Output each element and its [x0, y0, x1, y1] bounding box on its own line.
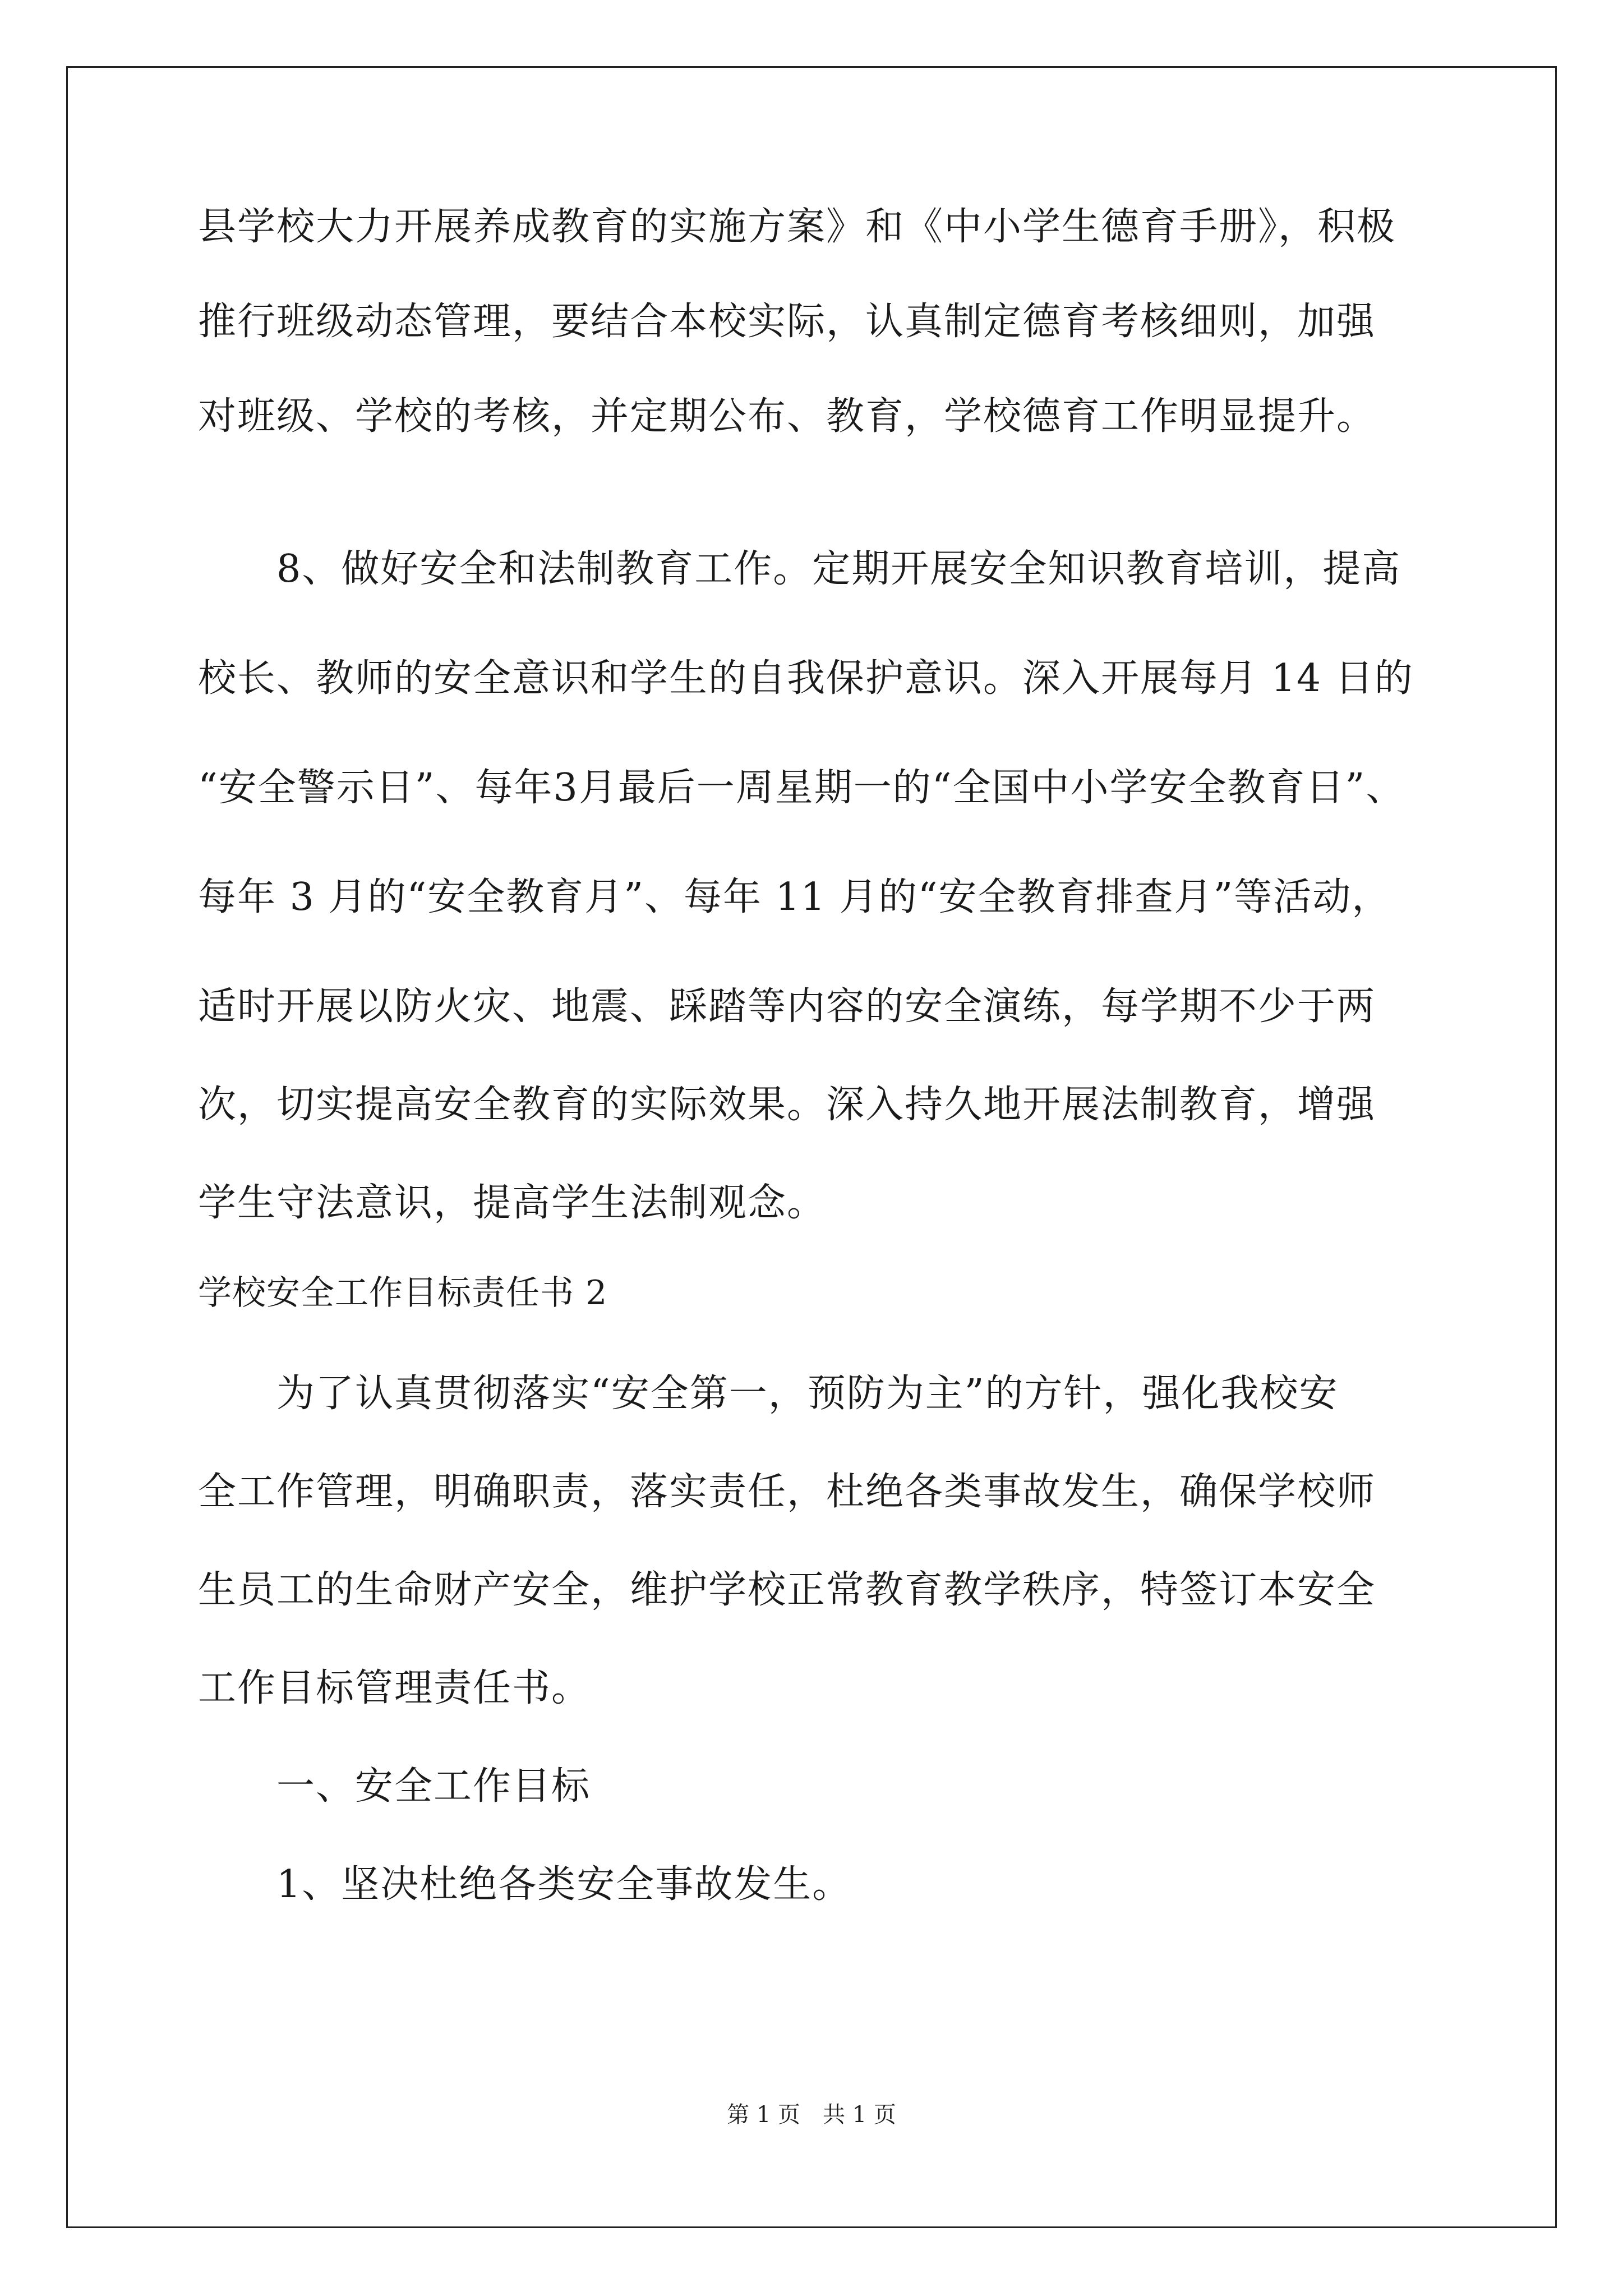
paragraph-line: 县学校大力开展养成教育的实施方案》和《中小学生德育手册》，积极 [198, 205, 1396, 249]
subheading-line: 一、安全工作目标 [276, 1764, 591, 1809]
paragraph-line: 全工作管理，明确职责，落实责任，杜绝各类事故发生，确保学校师 [198, 1470, 1376, 1514]
list-item: 1、坚决杜绝各类安全事故发生。 [276, 1862, 852, 1907]
paragraph-line: 适时开展以防火灾、地震、踩踏等内容的安全演练，每学期不少于两 [198, 984, 1376, 1029]
section-heading: 学校安全工作目标责任书 2 [198, 1273, 608, 1313]
paragraph-line: 学生守法意识，提高学生法制观念。 [198, 1181, 827, 1225]
paragraph-line: 8、做好安全和法制教育工作。定期开展安全知识教育培训，提高 [276, 547, 1401, 591]
paragraph-line: 校长、教师的安全意识和学生的自我保护意识。深入开展每月 14 日的 [198, 656, 1414, 701]
paragraph-line: 工作目标管理责任书。 [198, 1666, 591, 1710]
page-footer: 第 1 页 共 1 页 [727, 2102, 896, 2128]
paragraph-line: 对班级、学校的考核，并定期公布、教育，学校德育工作明显提升。 [198, 394, 1376, 439]
paragraph-line: 生员工的生命财产安全，维护学校正常教育教学秩序，特签订本安全 [198, 1568, 1376, 1612]
paragraph-line: “安全警示日”、每年3月最后一周星期一的“全国中小学安全教育日”、 [198, 766, 1405, 810]
paragraph-line: 每年 3 月的“安全教育月”、每年 11 月的“安全教育排查月”等活动， [198, 875, 1391, 919]
paragraph-line: 次，切实提高安全教育的实际效果。深入持久地开展法制教育，增强 [198, 1083, 1376, 1127]
paragraph-line: 为了认真贯彻落实“安全第一，预防为主”的方针，强化我校安 [276, 1372, 1339, 1416]
paragraph-line: 推行班级动态管理，要结合本校实际，认真制定德育考核细则，加强 [198, 300, 1376, 344]
